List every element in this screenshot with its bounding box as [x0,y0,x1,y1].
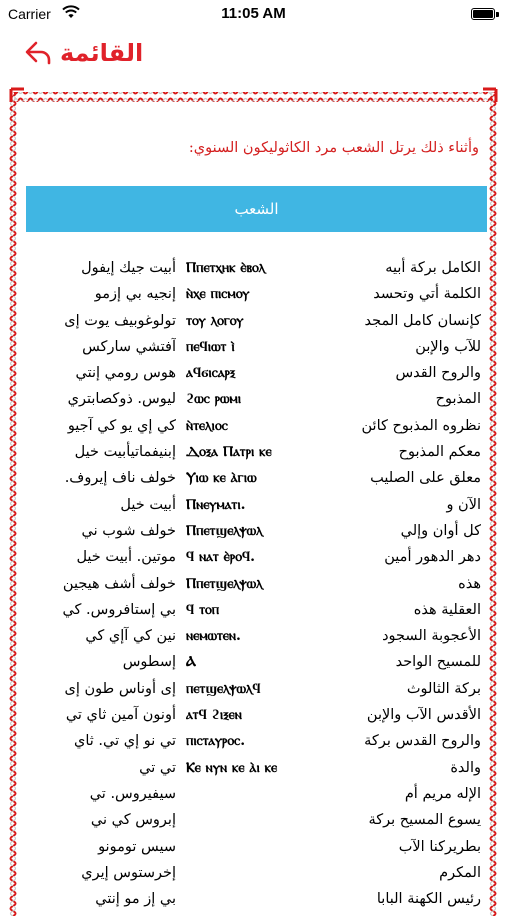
arabic-line: الأقدس الآب والإبن [366,707,481,724]
transliteration-line: أونون آمين ثاي تي [65,707,176,724]
arabic-line: الآن و [446,496,481,513]
coptic-line: Ⲁ [186,654,197,671]
arabic-line: والدة [450,759,481,776]
transliteration-line: خولف أشف هيجين [62,575,176,592]
arabic-line: كل أوان وإلي [400,522,481,539]
transliteration-line: سيس تومونو [98,838,176,855]
transliteration-column [24,255,176,912]
transliteration-line: موتين. أبيت خيل [76,549,176,566]
coptic-line: ϥ ⲧⲟⲡ [186,601,220,618]
coptic-line: Ⲡⲛⲉⲩⲙⲁⲧⲓ. [186,496,246,513]
arabic-line: دهر الدهور أمين [384,549,481,566]
coptic-line: Ⲇⲟⲝⲁ Ⲡⲁⲧⲣⲓ ⲕⲉ [186,444,272,461]
transliteration-line: إبروس كي ني [90,812,176,829]
transliteration-line: خولف ناف إيروف. [64,470,176,487]
battery-tip [496,12,499,17]
arabic-line: المذبوح [435,391,481,408]
section-header-label: الشعب [234,200,279,218]
arabic-line: المكرم [439,864,481,881]
back-arrow-icon [24,40,54,66]
coptic-line: ⲁϥϭⲓⲥⲁⲣⲝ [186,365,236,382]
arabic-line: بطريركنا الآب [398,838,481,855]
transliteration-line: أبيت خيل [120,496,176,513]
coptic-line: ϥ ⲛⲁⲧ ⲉ̀ⲣⲟϥ. [186,549,256,566]
transliteration-line: أبيت جيك إيفول [81,260,176,276]
transliteration-line: بي إز مو إنتي [95,891,176,908]
arabic-line: الإله مريم أم [404,785,481,802]
arabic-line: نظروه المذبوح كائن [361,417,481,434]
section-header-people [26,186,487,232]
transliteration-line: إبنيفماتيأبيت خيل [74,444,176,461]
transliteration-line: ليوس. ذوكصابتري [67,391,176,408]
coptic-line: ⲡⲓⲥⲧⲁⲩⲣⲟⲥ. [186,733,246,750]
coptic-line: ⲡⲉϥⲓⲱⲧ ⲓ̀ [186,338,235,355]
transliteration-line: تولوغوبيف يوت إى [64,312,176,329]
coptic-line: ⲡⲉⲧϣⲉⲗⲯⲱⲗϥ [186,680,261,697]
transliteration-line: إى أوناس طون إى [64,680,176,697]
arabic-line: معكم المذبوح [398,444,481,461]
arabic-line: الكامل بركة أبيه [385,260,481,276]
arabic-line: العقلية هذه [413,601,481,618]
coptic-line: ⲧⲟⲩ ⲗⲟⲅⲟⲩ [186,312,244,329]
coptic-line: Ⲡⲡⲉⲧϣⲉⲗⲯⲱⲗ [186,522,263,539]
coptic-column [186,255,346,781]
arabic-line: كإنسان كامل المجد [364,312,481,329]
arabic-line: بركة الثالوث [406,680,481,697]
arabic-line: يسوع المسيح بركة [368,812,481,829]
transliteration-line: إسطوس [122,654,176,671]
intro-rubric: وأثناء ذلك يرتل الشعب مرد الكاثوليكون السنوي: [188,140,479,156]
back-label: القائمة [60,39,144,67]
transliteration-line: هوس رومي إنتي [75,365,176,382]
carrier-label: Carrier [8,6,51,22]
arabic-column [329,255,481,912]
arabic-line: والروح القدس بركة [364,733,481,750]
transliteration-line: تي تي [139,759,176,776]
coptic-line: ⲛⲉⲙⲱⲧⲉⲛ. [186,628,241,645]
transliteration-line: آفتشي ساركس [82,338,176,355]
arabic-line: للآب والإبن [415,338,481,355]
battery-icon [471,8,495,20]
status-bar [0,0,507,30]
coptic-line: Ⲡⲡⲉⲧϣⲉⲗⲯⲱⲗ [186,575,263,592]
coptic-line: ⲛ̀ⲭⲉ ⲡⲓⲥⲙⲟⲩ [186,286,250,303]
transliteration-line: بي إستافروس. كي [62,601,176,618]
arabic-line: هذه [458,575,481,592]
transliteration-line: إخرستوس إيري [81,864,176,881]
back-to-menu-button[interactable] [24,36,143,70]
arabic-line: معلق على الصليب [370,470,481,487]
arabic-line: للمسيح الواحد [395,654,481,671]
transliteration-line: سيفيروس. تي [89,785,176,802]
coptic-line: Ⲡⲡⲉⲧⲭⲏⲕ ⲉ̀ⲃⲟⲗ [186,260,266,276]
coptic-line: ⲁⲧϥ ϩⲓⲝⲉⲛ [186,707,242,724]
coptic-line: ⲛ̀ⲧⲉⲗⲓⲟⲥ [186,417,228,434]
arabic-line: الأعجوبة السجود [382,628,481,645]
transliteration-line: خولف شوب ني [81,522,176,539]
transliteration-line: إنجيه بي إزمو [94,286,176,303]
transliteration-line: نين كي آإي كي [85,628,176,645]
coptic-line: Ⲩⲓⲱ ⲕⲉ ⲁ̀ⲅⲓⲱ [186,470,257,487]
arabic-line: الكلمة أتي وتحسد [373,286,481,303]
transliteration-line: تي نو إي تي. ثاي [74,733,176,750]
arabic-line: رئيس الكهنة البابا [376,891,481,908]
arabic-line: والروح القدس [395,365,481,382]
transliteration-line: كي إي يو كي آجيو [67,417,176,434]
clock: 11:05 AM [221,5,286,22]
coptic-line: Ⲕⲉ ⲛⲩⲛ ⲕⲉ ⲁ̀ⲓ ⲕⲉ [186,759,278,776]
coptic-line: ϩⲱⲥ ⲣⲱⲙⲓ [186,391,242,408]
